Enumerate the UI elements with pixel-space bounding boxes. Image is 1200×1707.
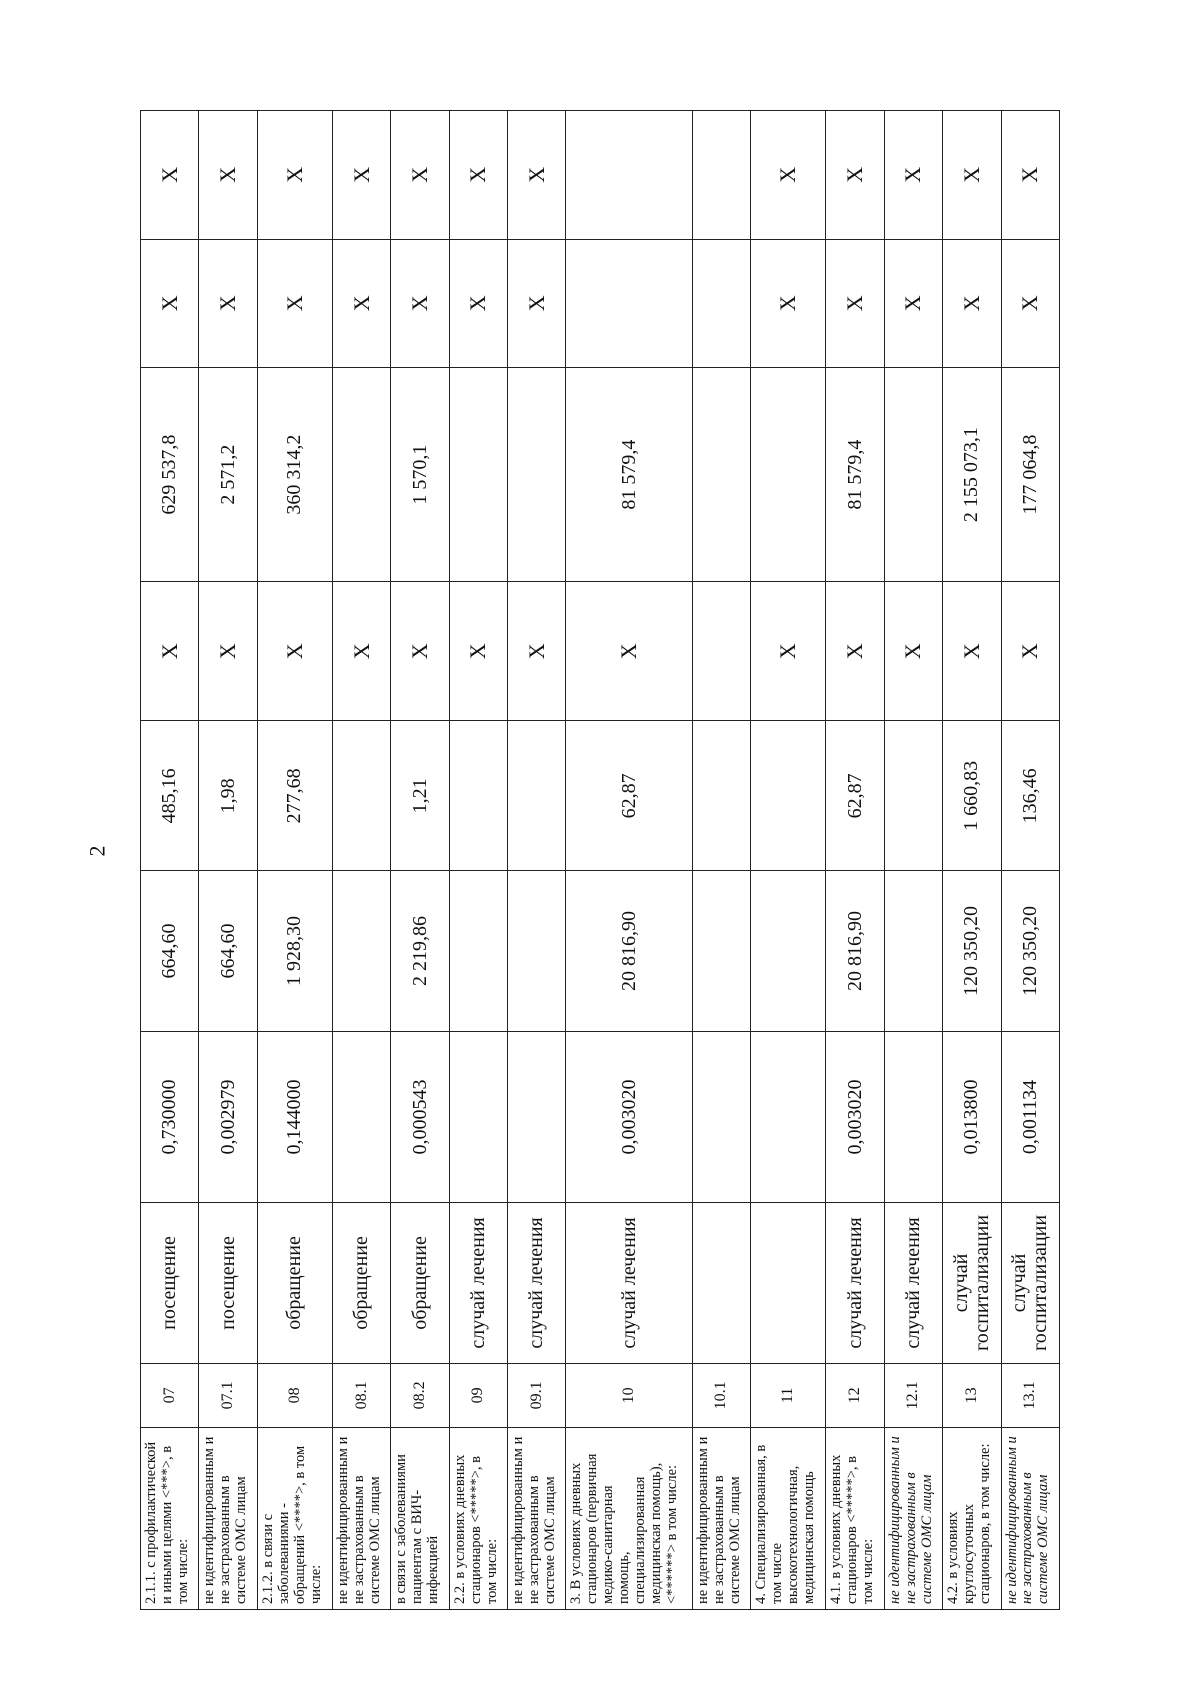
row-col7-cell bbox=[566, 111, 692, 240]
row-name-cell: 2.2. в условиях дневных стационаров <*****>, в том числе: bbox=[449, 1427, 507, 1609]
row-col6-cell: X bbox=[391, 239, 449, 367]
row-total-cell bbox=[449, 368, 507, 582]
row-cost-cell: 1 928,30 bbox=[257, 871, 332, 1032]
table-row bbox=[884, 111, 942, 1610]
page-number: 2 bbox=[84, 845, 110, 857]
row-col7-cell: X bbox=[391, 111, 449, 240]
row-per-capita-cell: 62,87 bbox=[826, 721, 884, 871]
row-per-capita-cell: 136,46 bbox=[1001, 721, 1060, 871]
row-code-cell: 07.1 bbox=[199, 1363, 257, 1427]
row-col6-cell: X bbox=[884, 239, 942, 367]
row-cost-cell: 2 219,86 bbox=[391, 871, 449, 1032]
row-cost-cell: 20 816,90 bbox=[566, 871, 692, 1032]
table-row bbox=[199, 111, 257, 1610]
row-col7-cell: X bbox=[141, 111, 199, 240]
row-cost-cell: 120 350,20 bbox=[1001, 871, 1060, 1032]
row-volume-cell: 0,000543 bbox=[391, 1031, 449, 1202]
table-row bbox=[391, 111, 449, 1610]
row-unit-cell: обращение bbox=[333, 1203, 391, 1364]
row-col6-cell: X bbox=[508, 239, 566, 367]
row-unit-cell: случай лечения bbox=[566, 1203, 692, 1364]
row-per-capita-cell: 277,68 bbox=[257, 721, 332, 871]
row-unit-cell: обращение bbox=[257, 1203, 332, 1364]
row-per-capita-cell: 485,16 bbox=[141, 721, 199, 871]
row-col4-cell: X bbox=[449, 582, 507, 721]
row-col4-cell: X bbox=[508, 582, 566, 721]
row-total-cell bbox=[333, 368, 391, 582]
row-col6-cell bbox=[566, 239, 692, 367]
row-volume-cell: 0,003020 bbox=[566, 1031, 692, 1202]
row-col4-cell: X bbox=[751, 582, 826, 721]
row-volume-cell: 0,001134 bbox=[1001, 1031, 1060, 1202]
row-name-cell: не идентифицированным и не застрахованным в системе ОМС лицам bbox=[333, 1427, 391, 1609]
row-cost-cell bbox=[884, 871, 942, 1032]
row-cost-cell: 120 350,20 bbox=[943, 871, 1001, 1032]
row-name-cell: не идентифицированным и не застрахованным в системе ОМС лицам bbox=[692, 1427, 750, 1609]
row-volume-cell bbox=[333, 1031, 391, 1202]
row-unit-cell: случай лечения bbox=[884, 1203, 942, 1364]
row-col6-cell: X bbox=[751, 239, 826, 367]
row-cost-cell bbox=[508, 871, 566, 1032]
row-name-cell: 3. В условиях дневных стационаров (первичная медико-санитарная помощь, специализированная медицинская помощь), <******> в том числе: bbox=[566, 1427, 692, 1609]
row-cost-cell bbox=[751, 871, 826, 1032]
row-name-cell: 2.1.1. с профилактической и иными целями <***>, в том числе: bbox=[141, 1427, 199, 1609]
row-code-cell: 07 bbox=[141, 1363, 199, 1427]
row-col6-cell: X bbox=[333, 239, 391, 367]
row-name-cell: 4.2. в условиях круглосуточных стационаров, в том числе: bbox=[943, 1427, 1001, 1609]
row-unit-cell: посещение bbox=[199, 1203, 257, 1364]
row-col4-cell: X bbox=[884, 582, 942, 721]
table-row bbox=[1001, 111, 1060, 1610]
row-code-cell: 08.2 bbox=[391, 1363, 449, 1427]
table-row bbox=[943, 111, 1001, 1610]
row-per-capita-cell bbox=[449, 721, 507, 871]
row-volume-cell: 0,730000 bbox=[141, 1031, 199, 1202]
table-row bbox=[692, 111, 750, 1610]
row-volume-cell: 0,013800 bbox=[943, 1031, 1001, 1202]
table-row bbox=[751, 111, 826, 1610]
row-unit-cell: посещение bbox=[141, 1203, 199, 1364]
row-col4-cell bbox=[692, 582, 750, 721]
row-total-cell: 1 570,1 bbox=[391, 368, 449, 582]
row-name-cell: не идентифицированным и не застрахованным в системе ОМС лицам bbox=[508, 1427, 566, 1609]
row-col7-cell: X bbox=[508, 111, 566, 240]
row-code-cell: 09.1 bbox=[508, 1363, 566, 1427]
row-col7-cell: X bbox=[257, 111, 332, 240]
row-total-cell: 81 579,4 bbox=[566, 368, 692, 582]
row-unit-cell bbox=[751, 1203, 826, 1364]
row-code-cell: 08.1 bbox=[333, 1363, 391, 1427]
row-per-capita-cell: 1,98 bbox=[199, 721, 257, 871]
row-code-cell: 10 bbox=[566, 1363, 692, 1427]
row-unit-cell: случай госпитализации bbox=[1001, 1203, 1060, 1364]
row-total-cell: 81 579,4 bbox=[826, 368, 884, 582]
row-col6-cell: X bbox=[141, 239, 199, 367]
row-col7-cell: X bbox=[751, 111, 826, 240]
row-total-cell: 2 571,2 bbox=[199, 368, 257, 582]
row-total-cell: 629 537,8 bbox=[141, 368, 199, 582]
row-col7-cell: X bbox=[943, 111, 1001, 240]
row-col4-cell: X bbox=[566, 582, 692, 721]
row-cost-cell bbox=[449, 871, 507, 1032]
row-code-cell: 13 bbox=[943, 1363, 1001, 1427]
row-col4-cell: X bbox=[943, 582, 1001, 721]
row-col4-cell: X bbox=[141, 582, 199, 721]
row-name-cell: 2.1.2. в связи с заболеваниями - обращений <****>, в том числе: bbox=[257, 1427, 332, 1609]
row-per-capita-cell bbox=[692, 721, 750, 871]
table-row bbox=[257, 111, 332, 1610]
row-col7-cell: X bbox=[1001, 111, 1060, 240]
row-col6-cell: X bbox=[1001, 239, 1060, 367]
rotated-table-container bbox=[140, 110, 1060, 1610]
row-per-capita-cell: 62,87 bbox=[566, 721, 692, 871]
row-col4-cell: X bbox=[199, 582, 257, 721]
row-volume-cell bbox=[751, 1031, 826, 1202]
row-unit-cell: случай лечения bbox=[449, 1203, 507, 1364]
table-row bbox=[141, 111, 199, 1610]
row-volume-cell bbox=[884, 1031, 942, 1202]
row-col6-cell bbox=[692, 239, 750, 367]
row-name-cell: 4. Специализированная, в том числе высокотехнологичная, медицинская помощь bbox=[751, 1427, 826, 1609]
row-col6-cell: X bbox=[943, 239, 1001, 367]
row-volume-cell: 0,003020 bbox=[826, 1031, 884, 1202]
row-col4-cell: X bbox=[826, 582, 884, 721]
row-col4-cell: X bbox=[391, 582, 449, 721]
row-col4-cell: X bbox=[257, 582, 332, 721]
row-col4-cell: X bbox=[333, 582, 391, 721]
row-total-cell: 177 064,8 bbox=[1001, 368, 1060, 582]
row-col6-cell: X bbox=[826, 239, 884, 367]
row-volume-cell: 0,144000 bbox=[257, 1031, 332, 1202]
row-total-cell bbox=[751, 368, 826, 582]
row-code-cell: 13.1 bbox=[1001, 1363, 1060, 1427]
row-volume-cell bbox=[508, 1031, 566, 1202]
row-code-cell: 12 bbox=[826, 1363, 884, 1427]
data-table bbox=[140, 110, 1060, 1610]
row-name-cell: в связи с заболеваниями пациентам с ВИЧ-инфекцией bbox=[391, 1427, 449, 1609]
row-cost-cell bbox=[692, 871, 750, 1032]
row-col6-cell: X bbox=[257, 239, 332, 367]
table-row bbox=[449, 111, 507, 1610]
row-volume-cell: 0,002979 bbox=[199, 1031, 257, 1202]
row-volume-cell bbox=[449, 1031, 507, 1202]
table-row bbox=[566, 111, 692, 1610]
row-total-cell bbox=[692, 368, 750, 582]
row-per-capita-cell bbox=[884, 721, 942, 871]
row-name-cell: не идентифицированным и не застрахованным в системе ОМС лицам bbox=[1001, 1427, 1060, 1609]
table-row bbox=[826, 111, 884, 1610]
row-col7-cell: X bbox=[826, 111, 884, 240]
table-row bbox=[333, 111, 391, 1610]
row-cost-cell: 664,60 bbox=[141, 871, 199, 1032]
row-col7-cell: X bbox=[333, 111, 391, 240]
row-unit-cell: случай госпитализации bbox=[943, 1203, 1001, 1364]
row-col6-cell: X bbox=[449, 239, 507, 367]
row-code-cell: 08 bbox=[257, 1363, 332, 1427]
row-code-cell: 09 bbox=[449, 1363, 507, 1427]
row-volume-cell bbox=[692, 1031, 750, 1202]
row-per-capita-cell bbox=[751, 721, 826, 871]
row-code-cell: 11 bbox=[751, 1363, 826, 1427]
row-col7-cell: X bbox=[449, 111, 507, 240]
row-col7-cell bbox=[692, 111, 750, 240]
row-total-cell: 360 314,2 bbox=[257, 368, 332, 582]
row-cost-cell: 20 816,90 bbox=[826, 871, 884, 1032]
row-total-cell bbox=[508, 368, 566, 582]
row-per-capita-cell: 1 660,83 bbox=[943, 721, 1001, 871]
row-cost-cell bbox=[333, 871, 391, 1032]
row-name-cell: не идентифицированным и не застрахованным в системе ОМС лицам bbox=[199, 1427, 257, 1609]
row-col7-cell: X bbox=[884, 111, 942, 240]
row-unit-cell: случай лечения bbox=[826, 1203, 884, 1364]
row-per-capita-cell: 1,21 bbox=[391, 721, 449, 871]
row-name-cell: 4.1. в условиях дневных стационаров <*****>, в том числе: bbox=[826, 1427, 884, 1609]
row-name-cell: не идентифицированным и не застрахованным в системе ОМС лицам bbox=[884, 1427, 942, 1609]
row-code-cell: 10.1 bbox=[692, 1363, 750, 1427]
row-total-cell bbox=[884, 368, 942, 582]
row-col4-cell: X bbox=[1001, 582, 1060, 721]
row-cost-cell: 664,60 bbox=[199, 871, 257, 1032]
row-unit-cell: обращение bbox=[391, 1203, 449, 1364]
row-per-capita-cell bbox=[508, 721, 566, 871]
row-unit-cell bbox=[692, 1203, 750, 1364]
table-row bbox=[508, 111, 566, 1610]
row-per-capita-cell bbox=[333, 721, 391, 871]
row-code-cell: 12.1 bbox=[884, 1363, 942, 1427]
row-unit-cell: случай лечения bbox=[508, 1203, 566, 1364]
row-total-cell: 2 155 073,1 bbox=[943, 368, 1001, 582]
row-col7-cell: X bbox=[199, 111, 257, 240]
row-col6-cell: X bbox=[199, 239, 257, 367]
